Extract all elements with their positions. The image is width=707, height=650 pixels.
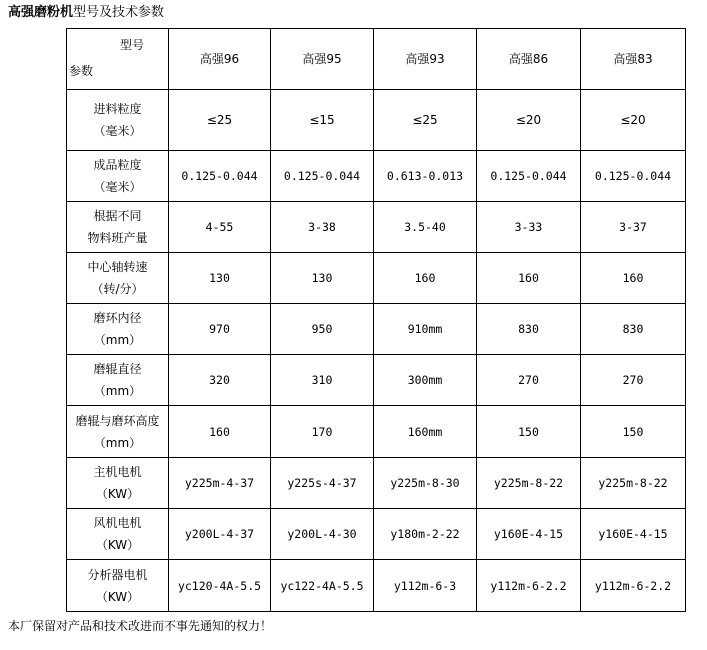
row-label-name: 主机电机 bbox=[93, 465, 142, 479]
value-cell: 160 bbox=[169, 406, 271, 458]
table-row bbox=[67, 151, 686, 202]
value-cell: 150 bbox=[477, 406, 581, 458]
model-header: 高强96 bbox=[169, 29, 271, 90]
model-header: 高强93 bbox=[374, 29, 477, 90]
corner-cell bbox=[67, 29, 169, 90]
value-cell: yc120-4A-5.5 bbox=[169, 560, 271, 612]
value-cell: 3-37 bbox=[581, 202, 686, 253]
spec-table bbox=[66, 28, 686, 612]
value-cell: 3.5-40 bbox=[374, 202, 477, 253]
value-cell: 970 bbox=[169, 304, 271, 355]
table-row bbox=[67, 560, 686, 612]
row-label-name: 磨环内径 bbox=[93, 311, 142, 325]
value-cell: 320 bbox=[169, 355, 271, 406]
value-cell: ≤25 bbox=[374, 90, 477, 151]
table-header-row bbox=[67, 29, 686, 90]
row-label-name: 中心轴转速 bbox=[87, 260, 148, 274]
row-label bbox=[67, 202, 169, 253]
value-cell: y160E-4-15 bbox=[581, 509, 686, 560]
value-cell: 4-55 bbox=[169, 202, 271, 253]
value-cell: 0.125-0.044 bbox=[271, 151, 374, 202]
value-cell: 150 bbox=[581, 406, 686, 458]
row-label-name: 成品粒度 bbox=[93, 158, 142, 172]
value-cell: 160 bbox=[581, 253, 686, 304]
value-cell: yc122-4A-5.5 bbox=[271, 560, 374, 612]
row-label bbox=[67, 253, 169, 304]
value-cell: 830 bbox=[477, 304, 581, 355]
value-cell: 270 bbox=[477, 355, 581, 406]
corner-model-label: 型号 bbox=[119, 38, 144, 52]
value-cell: ≤20 bbox=[581, 90, 686, 151]
row-label-name: 风机电机 bbox=[93, 516, 142, 530]
corner-param-label: 参数 bbox=[69, 64, 94, 78]
value-cell: 0.125-0.044 bbox=[477, 151, 581, 202]
row-label-unit: （KW） bbox=[95, 487, 140, 501]
row-label-name: 进料粒度 bbox=[93, 102, 142, 116]
value-cell: y112m-6-2.2 bbox=[581, 560, 686, 612]
value-cell: y225m-8-30 bbox=[374, 458, 477, 509]
row-label-unit: （mm） bbox=[93, 333, 142, 347]
value-cell: 0.613-0.013 bbox=[374, 151, 477, 202]
row-label-unit: （毫米） bbox=[93, 124, 142, 138]
row-label bbox=[67, 560, 169, 612]
value-cell: 950 bbox=[271, 304, 374, 355]
value-cell: y225s-4-37 bbox=[271, 458, 374, 509]
value-cell: y160E-4-15 bbox=[477, 509, 581, 560]
value-cell: y200L-4-37 bbox=[169, 509, 271, 560]
value-cell: 0.125-0.044 bbox=[169, 151, 271, 202]
model-header: 高强83 bbox=[581, 29, 686, 90]
value-cell: y112m-6-3 bbox=[374, 560, 477, 612]
value-cell: 130 bbox=[169, 253, 271, 304]
model-header: 高强95 bbox=[271, 29, 374, 90]
value-cell: y180m-2-22 bbox=[374, 509, 477, 560]
row-label-unit: （KW） bbox=[95, 589, 140, 604]
value-cell: 830 bbox=[581, 304, 686, 355]
value-cell: ≤25 bbox=[169, 90, 271, 151]
value-cell: y225m-8-22 bbox=[477, 458, 581, 509]
model-header: 高强86 bbox=[477, 29, 581, 90]
row-label bbox=[67, 151, 169, 202]
value-cell: y225m-8-22 bbox=[581, 458, 686, 509]
page-title bbox=[8, 4, 164, 22]
value-cell: y200L-4-30 bbox=[271, 509, 374, 560]
table-row bbox=[67, 406, 686, 458]
row-label-unit: （转/分） bbox=[91, 282, 144, 296]
value-cell: 3-38 bbox=[271, 202, 374, 253]
footer-note: 本厂保留对产品和技术改进而不事先通知的权力！ bbox=[8, 619, 273, 633]
value-cell: 130 bbox=[271, 253, 374, 304]
row-label bbox=[67, 90, 169, 151]
title-bold: 高强磨粉机 bbox=[8, 5, 74, 20]
value-cell: 160 bbox=[477, 253, 581, 304]
value-cell: y225m-4-37 bbox=[169, 458, 271, 509]
value-cell: 0.125-0.044 bbox=[581, 151, 686, 202]
value-cell: 300mm bbox=[374, 355, 477, 406]
value-cell: ≤15 bbox=[271, 90, 374, 151]
row-label bbox=[67, 458, 169, 509]
table-row bbox=[67, 509, 686, 560]
table-row bbox=[67, 458, 686, 509]
table-row bbox=[67, 90, 686, 151]
row-label-unit: （毫米） bbox=[93, 180, 142, 194]
row-label bbox=[67, 509, 169, 560]
row-label-name: 分析器电机 bbox=[87, 567, 148, 582]
row-label-name: 根据不同 bbox=[93, 209, 142, 223]
table-row bbox=[67, 253, 686, 304]
table-body bbox=[67, 90, 686, 612]
value-cell: 160mm bbox=[374, 406, 477, 458]
value-cell: y112m-6-2.2 bbox=[477, 560, 581, 612]
table-row bbox=[67, 304, 686, 355]
row-label bbox=[67, 406, 169, 458]
value-cell: 160 bbox=[374, 253, 477, 304]
row-label bbox=[67, 304, 169, 355]
value-cell: 910mm bbox=[374, 304, 477, 355]
title-rest: 型号及技术参数 bbox=[73, 5, 165, 20]
table-row bbox=[67, 202, 686, 253]
row-label-name: 磨辊与磨环高度 bbox=[75, 413, 160, 428]
value-cell: 310 bbox=[271, 355, 374, 406]
value-cell: 3-33 bbox=[477, 202, 581, 253]
row-label-unit: （KW） bbox=[95, 538, 140, 552]
value-cell: 170 bbox=[271, 406, 374, 458]
row-label bbox=[67, 355, 169, 406]
value-cell: ≤20 bbox=[477, 90, 581, 151]
row-label-unit: （mm） bbox=[93, 435, 142, 450]
row-label-unit: （mm） bbox=[93, 384, 142, 398]
row-label-name: 磨辊直径 bbox=[93, 362, 142, 376]
value-cell: 270 bbox=[581, 355, 686, 406]
table-row bbox=[67, 355, 686, 406]
row-label-unit: 物料班产量 bbox=[87, 231, 148, 245]
